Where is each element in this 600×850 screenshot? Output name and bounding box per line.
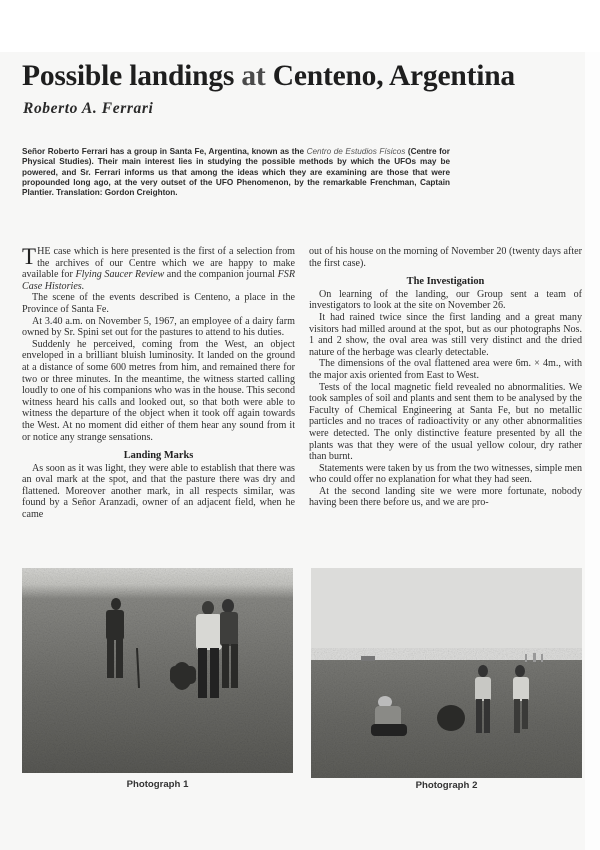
column-left: [22, 246, 295, 521]
intro-text-1: Señor Roberto Ferrari has a group in Santa Fe, Argentina, known as the: [22, 147, 307, 156]
paragraph-8: The dimensions of the oval flattened area were 6m. × 4m., with the major axis oriented from East to West.: [309, 358, 582, 381]
paragraph-1-text: HE case which is here presented is the first of a selection from the archives of our Centre which we are happy to make available for: [22, 246, 295, 281]
author-byline: Roberto A. Ferrari: [23, 100, 154, 117]
paragraph-3: At 3.40 a.m. on November 5, 1967, an employee of a dairy farm owned by Sr. Spini set out for the pastures to attend to his duties.: [22, 315, 295, 339]
paragraph-4: Suddenly he perceived, coming from the West, an object enveloped in a brilliant bluish luminosity. It landed on the ground at a distance of some 600 metres from him, and remained there for two or three minutes. In the meantime, the witness started calling loudly to one of his companions who was in the house. This second witness heard his calls and looked out, so that both were able to witness the departure of the object when it took off again towards the West. At no moment did either of them hear any sound from it or notice any strange sensations.: [22, 338, 295, 443]
section-heading-landing-marks: Landing Marks: [123, 450, 194, 462]
drop-cap: T: [22, 244, 37, 269]
journal-name-fsr: Flying Saucer Review: [75, 269, 165, 281]
paragraph-7: It had rained twice since the first landing and a great many visitors had milled around at the spot, but as our photographs Nos. 1 and 2 show, the oval area was still very distinct and the dried nature of the herbage was clearly detectable.: [309, 311, 582, 358]
photograph-1-caption: Photograph 1: [126, 779, 189, 790]
paragraph-continued: out of his house on the morning of November 20 (twenty days after the first case).: [309, 246, 582, 269]
paragraph-1: [22, 246, 295, 292]
page-edge: [585, 52, 600, 850]
photograph-1: [22, 568, 293, 773]
article-intro: [22, 147, 450, 198]
section-heading-investigation: The Investigation: [406, 276, 485, 288]
field-investigators-photo-icon: [22, 568, 293, 773]
column-right: [309, 246, 582, 509]
paragraph-6: On learning of the landing, our Group sent a team of investigators to look at the site on November 26.: [309, 288, 582, 312]
title-part-3: Centeno, Argentina: [265, 60, 515, 92]
landing-site-photo-icon: [311, 568, 582, 778]
title-part-2: at: [241, 60, 266, 92]
journal-name-case-histories: FSR Case Histories.: [22, 269, 295, 292]
paragraph-10: Statements were taken by us from the two witnesses, simple men who could offer no explanation for what they had seen.: [309, 462, 582, 486]
article-title: [22, 58, 582, 94]
photograph-2-caption: Photograph 2: [415, 780, 478, 791]
title-part-1: Possible landings: [22, 60, 242, 92]
paragraph-11: At the second landing site we were more fortunate, nobody having been there before us, and we are pro-: [309, 485, 582, 509]
paragraph-5: As soon as it was light, they were able to establish that there was an oval mark at the spot, and that the pasture there was dry and flattened. Moreover another mark, in all respects similar, was found by a Señor Aranzadi, owner of an adjacent field, when he came: [22, 462, 295, 521]
intro-text-2: (Centre for Physical Studies). Their main interest lies in studying the possible methods by which the UFOs may be powered, and Sr. Ferrari informs us that among the ideas which they are examining are those that were propounded long ago, at the very outset of the UFO Phenomenon, by the remarkable Frenchman, Captain Plantier. Translation: Gordon Creighton.: [22, 147, 450, 198]
intro-italic: Centro de Estudios Físicos: [306, 147, 406, 156]
paragraph-1-mid: and the companion journal: [164, 269, 278, 281]
photograph-2: [311, 568, 582, 778]
paragraph-9: Tests of the local magnetic field revealed no abnormalities. We took samples of soil and plants and sent them to be analysed by the Faculty of Chemical Engineering at Santa Fe, but no metallic particles and no traces of radioactivity or any other abnormalities were detected. The only distinctive feature presented by all the plants was that they were of the usual yellow colour, dry rather than burnt.: [309, 381, 582, 463]
paragraph-2: The scene of the events described is Centeno, a place in the Province of Santa Fe.: [22, 292, 295, 315]
